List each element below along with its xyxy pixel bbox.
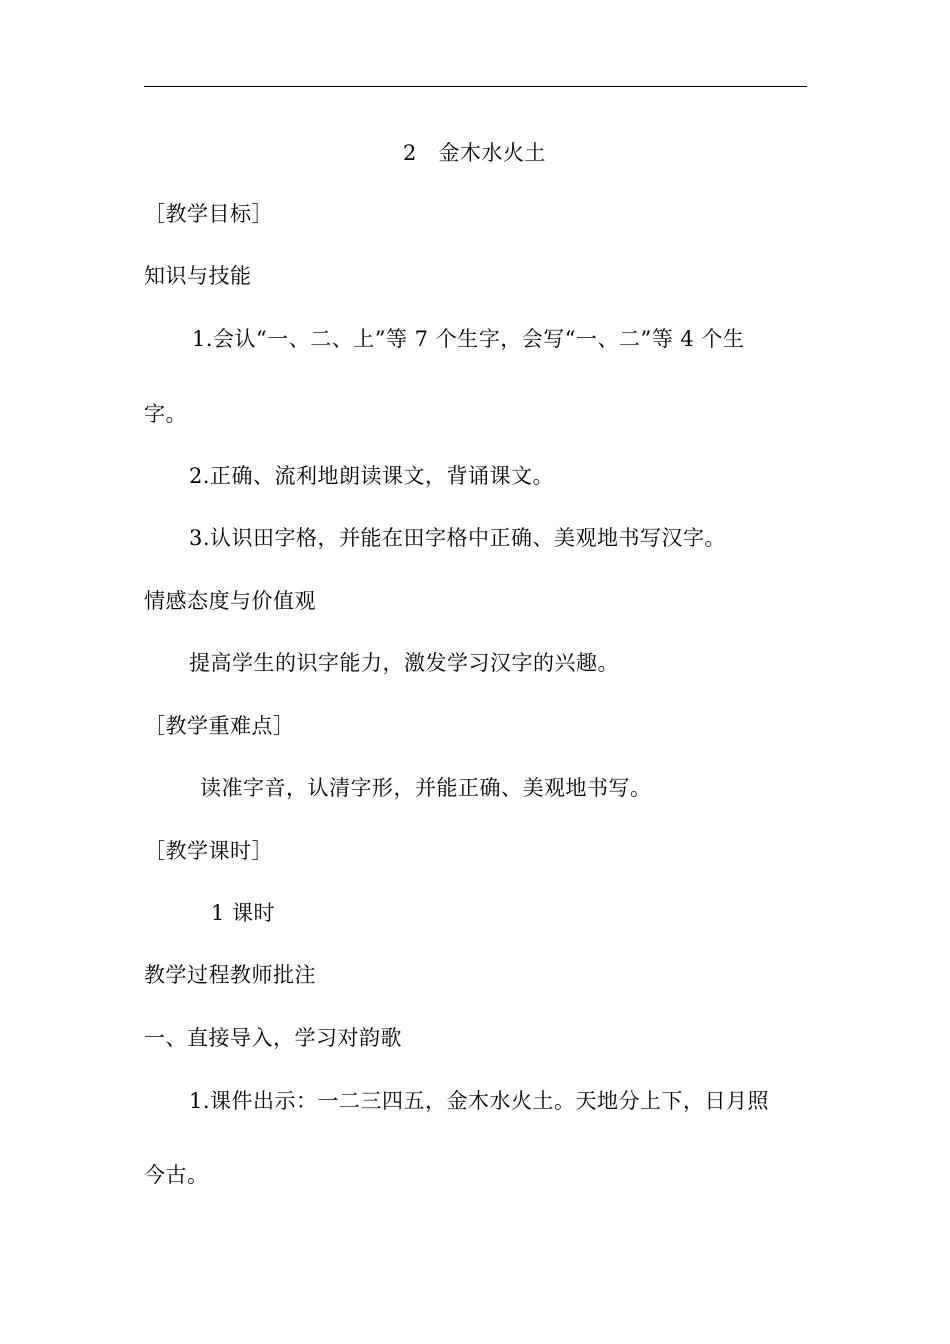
emotion-heading: 情感态度与价值观 (144, 589, 316, 613)
step-1-line2: 今古。 (144, 1163, 209, 1187)
objective-1-line2: 字。 (144, 402, 187, 426)
objectives-heading: ［教学目标］ (144, 202, 273, 226)
lesson-title: 2 金木水火土 (403, 141, 546, 165)
objective-2: 2.正确、流利地朗读课文，背诵课文。 (189, 464, 555, 488)
keypoints-text: 读准字音，认清字形，并能正确、美观地书写。 (200, 776, 652, 800)
objective-3: 3.认识田字格，并能在田字格中正确、美观地书写汉字。 (189, 526, 727, 550)
keypoints-heading: ［教学重难点］ (144, 714, 295, 738)
period-heading: ［教学课时］ (144, 839, 273, 863)
section-1-heading: 一、直接导入，学习对韵歌 (144, 1026, 402, 1050)
emotion-text: 提高学生的识字能力，激发学习汉字的兴趣。 (189, 651, 619, 675)
period-text: 1 课时 (211, 901, 276, 925)
objective-1-line1: 1.会认“一、二、上”等 7 个生字，会写“一、二”等 4 个生 (192, 327, 745, 351)
knowledge-heading: 知识与技能 (144, 264, 252, 288)
process-heading: 教学过程教师批注 (144, 963, 316, 987)
header-rule (144, 86, 807, 87)
step-1-line1: 1.课件出示：一二三四五，金木水火土。天地分上下，日月照 (189, 1089, 770, 1113)
